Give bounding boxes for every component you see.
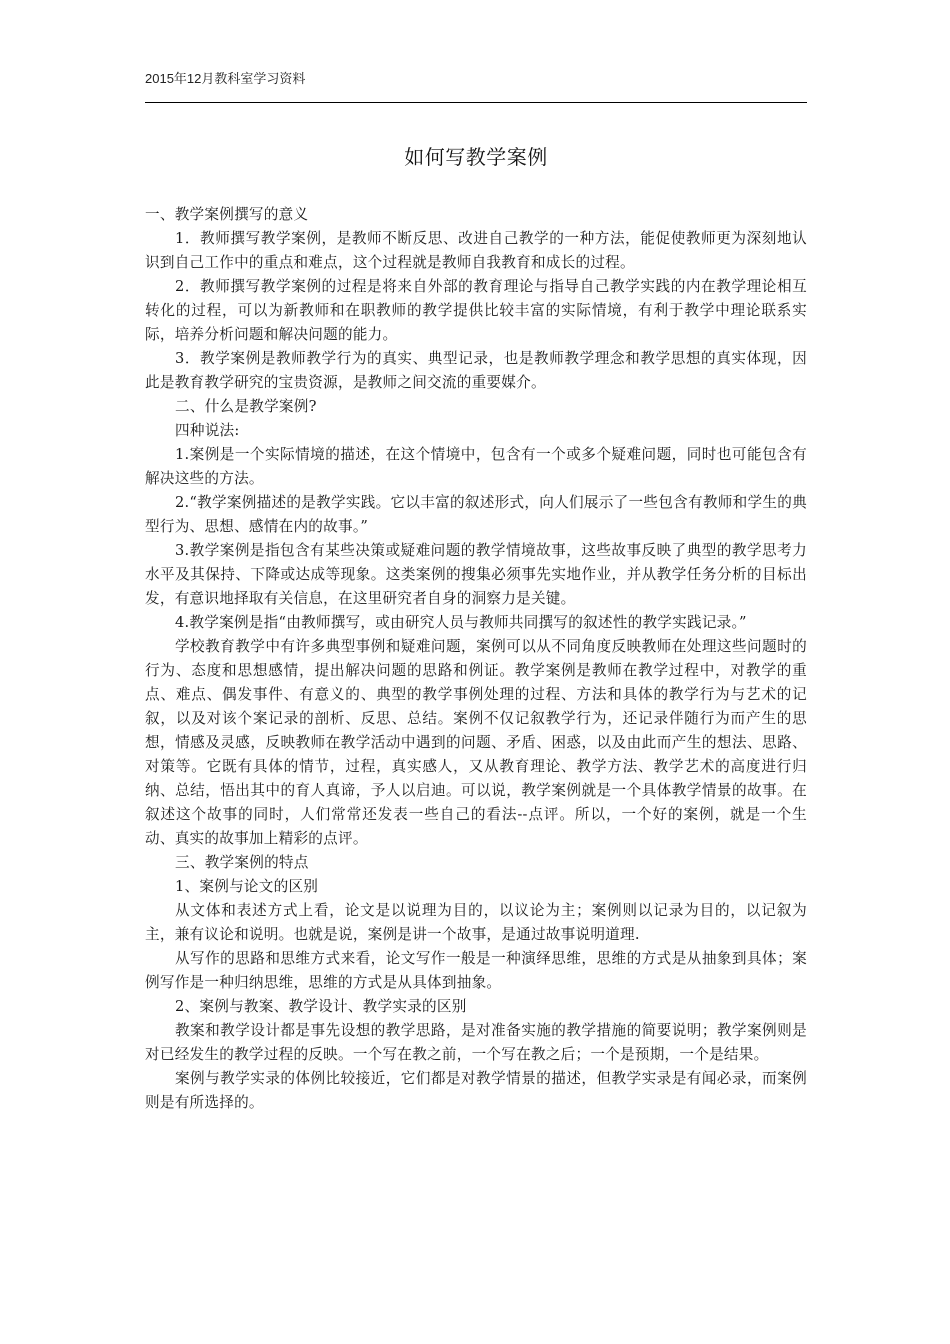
body-paragraph: 案例与教学实录的体例比较接近，它们都是对教学情景的描述，但教学实录是有闻必录，而案例则是有所选择的。 bbox=[145, 1070, 807, 1111]
body-paragraph: 从文体和表述方式上看，论文是以说理为目的，以议论为主；案例则以记录为目的，以记叙为主，兼有议论和说明。也就是说，案例是讲一个故事，是通过故事说明道理. bbox=[145, 902, 807, 943]
body-paragraph: 1、案例与论文的区别 bbox=[175, 878, 319, 895]
document-body bbox=[145, 203, 807, 1115]
page-header: 2015年12月教科室学习资料 bbox=[145, 71, 306, 86]
body-paragraph: 3．教学案例是教师教学行为的真实、典型记录，也是教师教学理念和教学思想的真实体现，因此是教育教学研究的宝贵资源，是教师之间交流的重要媒介。 bbox=[145, 350, 807, 391]
body-paragraph: 一、教学案例撰写的意义 bbox=[145, 206, 309, 223]
header-divider bbox=[145, 102, 807, 103]
body-paragraph: 四种说法: bbox=[175, 422, 240, 439]
document-title: 如何写教学案例 bbox=[404, 145, 548, 169]
body-paragraph: 4.教学案例是指“由教师撰写，或由研究人员与教师共同撰写的叙述性的教学实践记录。” bbox=[175, 614, 747, 631]
body-paragraph: 二、什么是教学案例? bbox=[175, 398, 317, 415]
body-paragraph: 1.案例是一个实际情境的描述，在这个情境中，包含有一个或多个疑难问题，同时也可能包含有解决这些的方法。 bbox=[145, 446, 807, 487]
body-paragraph: 三、教学案例的特点 bbox=[175, 854, 309, 871]
body-paragraph: 教案和教学设计都是事先设想的教学思路，是对准备实施的教学措施的简要说明；教学案例则是对已经发生的教学过程的反映。一个写在教之前，一个写在教之后；一个是预期，一个是结果。 bbox=[145, 1022, 807, 1063]
body-paragraph: 2.“教学案例描述的是教学实践。它以丰富的叙述形式，向人们展示了一些包含有教师和学生的典型行为、思想、感情在内的故事。” bbox=[145, 494, 807, 535]
body-paragraph: 学校教育教学中有许多典型事例和疑难问题，案例可以从不同角度反映教师在处理这些问题时的行为、态度和思想感情，提出解决问题的思路和例证。教学案例是教师在教学过程中，对教学的重点、难点、偶发事件、有意义的、典型的教学事例处理的过程、方法和具体的教学行为与艺术的记叙，以及对该个案记录的剖析、反思、总结。案例不仅记叙教学行为，还记录伴随行为而产生的思想，情感及灵感，反映教师在教学活动中遇到的问题、矛盾、困惑，以及由此而产生的想法、思路、对策等。它既有具体的情节，过程，真实感人，又从教育理论、教学方法、教学艺术的高度进行归纳、总结，悟出其中的育人真谛，予人以启迪。可以说，教学案例就是一个具体教学情景的故事。在叙述这个故事的同时，人们常常还发表一些自己的看法--点评。所以，一个好的案例，就是一个生动、真实的故事加上精彩的点评。 bbox=[145, 638, 807, 847]
body-paragraph: 3.教学案例是指包含有某些决策或疑难问题的教学情境故事，这些故事反映了典型的教学思考力水平及其保持、下降或达成等现象。这类案例的搜集必须事先实地作业，并从教学任务分析的目标出发，有意识地择取有关信息，在这里研究者自身的洞察力是关键。 bbox=[145, 542, 807, 607]
body-paragraph: 2．教师撰写教学案例的过程是将来自外部的教育理论与指导自己教学实践的内在教学理论相互转化的过程，可以为新教师和在职教师的教学提供比较丰富的实际情境，有利于教学中理论联系实际，培养分析问题和解决问题的能力。 bbox=[145, 278, 807, 343]
body-paragraph: 2、案例与教案、教学设计、教学实录的区别 bbox=[175, 998, 467, 1015]
body-paragraph: 1．教师撰写教学案例，是教师不断反思、改进自己教学的一种方法，能促使教师更为深刻地认识到自己工作中的重点和难点，这个过程就是教师自我教育和成长的过程。 bbox=[145, 230, 807, 271]
body-paragraph: 从写作的思路和思维方式来看，论文写作一般是一种演绎思维，思维的方式是从抽象到具体；案例写作是一种归纳思维，思维的方式是从具体到抽象。 bbox=[145, 950, 807, 991]
